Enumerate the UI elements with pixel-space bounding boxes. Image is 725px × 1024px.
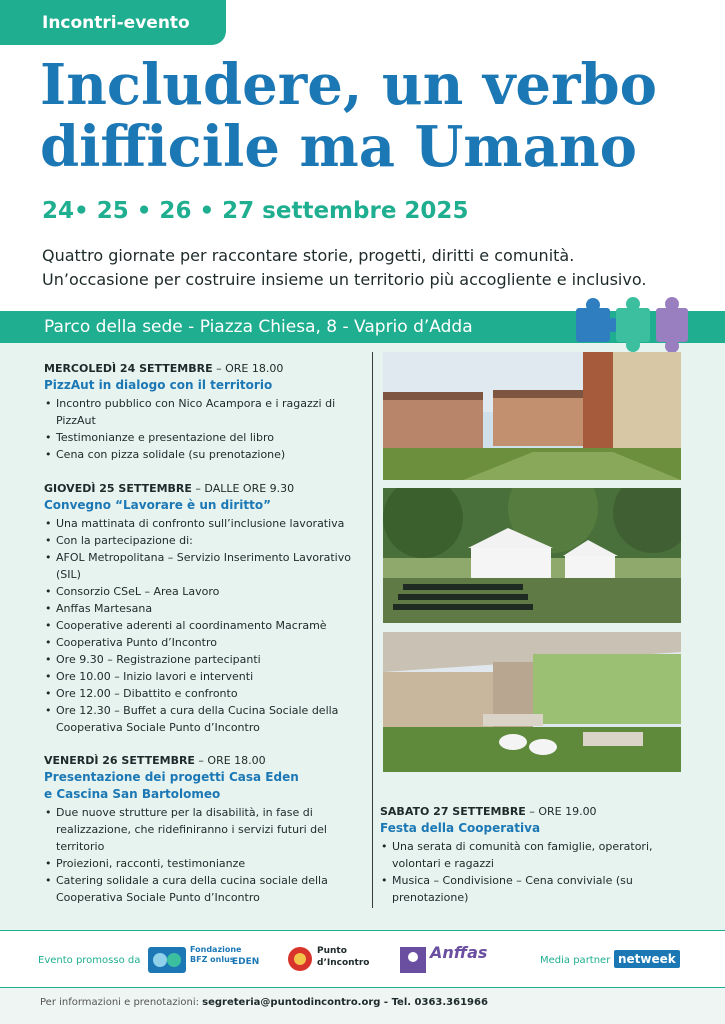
event-title: Festa della Cooperativa [380, 821, 541, 835]
day-saturday [380, 803, 680, 906]
event-title: PizzAut in dialogo con il territorio [44, 378, 273, 392]
list-item: • Cooperativa Punto d’Incontro [44, 634, 364, 651]
event-title-line-1: Presentazione dei progetti Casa Eden [44, 770, 299, 784]
day-heading: MERCOLEDÌ 24 SETTEMBRE – ORE 18.00 [44, 362, 284, 375]
eden-logo-text: EDEN [232, 957, 260, 967]
list-item: • Cena con pizza solidale (su prenotazione) [44, 446, 364, 463]
list-item: • Musica – Condivisione – Cena conviviale (su prenotazione) [380, 872, 680, 906]
anffas-logo-icon [398, 943, 428, 975]
day-heading: SABATO 27 SETTEMBRE – ORE 19.00 [380, 805, 597, 818]
event-title: Convegno “Lavorare è un diritto” [44, 498, 271, 512]
intro-line-2: Un’occasione per costruire insieme un territorio più accogliente e inclusivo. [42, 270, 647, 289]
list-item: • Proiezioni, racconti, testimonianze [44, 855, 364, 872]
punto-incontro-logo-text: Punto d’Incontro [317, 946, 370, 968]
list-item: • Con la partecipazione di: [44, 532, 364, 549]
day-wednesday [44, 360, 364, 463]
intro-line-1: Quattro giornate per raccontare storie, progetti, diritti e comunità. [42, 246, 575, 265]
puzzle-icon [572, 294, 692, 358]
contact-label: Per informazioni e prenotazioni: [40, 997, 203, 1008]
list-item: • Ore 10.00 – Inizio lavori e interventi [44, 668, 364, 685]
list-item: • Una mattinata di confronto sull’inclusione lavorativa [44, 515, 364, 532]
bfz-logo-icon [148, 943, 188, 975]
day-heading: VENERDÌ 26 SETTEMBRE – ORE 18.00 [44, 754, 266, 767]
sponsors-bar [0, 930, 725, 987]
media-partner-label: Media partner [540, 955, 611, 966]
list-item: • Anffas Martesana [44, 600, 364, 617]
photo-courtyard [383, 352, 681, 480]
list-item: • Consorzio CSeL – Area Lavoro [44, 583, 364, 600]
promoted-by-label: Evento promosso da [38, 955, 141, 966]
intro-text [42, 244, 646, 292]
list-item: • Cooperative aderenti al coordinamento Macramè [44, 617, 364, 634]
netweek-logo: netweek [614, 950, 680, 968]
list-item: • Incontro pubblico con Nico Acampora e i ragazzi di PizzAut [44, 395, 364, 429]
photo-terrace [383, 632, 681, 772]
day-friday [44, 752, 364, 906]
list-item: • AFOL Metropolitana – Servizio Inserimento Lavorativo (SIL) [44, 549, 364, 583]
title-line-2: difficile ma Umano [40, 114, 637, 180]
list-item: • Ore 12.30 – Buffet a cura della Cucina Sociale della Cooperativa Sociale Punto d’Incontro [44, 702, 364, 736]
contact-phone: - Tel. 0363.361966 [380, 997, 488, 1008]
list-item: • Una serata di comunità con famiglie, operatori, volontari e ragazzi [380, 838, 680, 872]
bfz-logo-text: Fondazione BFZ onlus [190, 945, 242, 964]
page-title [40, 54, 700, 178]
list-item: • Ore 12.00 – Dibattito e confronto [44, 685, 364, 702]
list-item: • Catering solidale a cura della cucina sociale della Cooperativa Sociale Punto d’Incontro [44, 872, 364, 906]
photo-event-garden [383, 488, 681, 623]
day-thursday [44, 480, 364, 736]
anffas-logo-text: Anffas [430, 943, 488, 962]
event-dates: 24• 25 • 26 • 27 settembre 2025 [42, 198, 469, 224]
venue-banner: Parco della sede - Piazza Chiesa, 8 - Vaprio d’Adda [0, 311, 725, 343]
column-divider [372, 352, 373, 908]
contact-footer [0, 987, 725, 1024]
day-heading: GIOVEDÌ 25 SETTEMBRE – DALLE ORE 9.30 [44, 482, 295, 495]
event-title-line-2: e Cascina San Bartolomeo [44, 787, 221, 801]
list-item: • Due nuove strutture per la disabilità, in fase di realizzazione, che ridefiniranno i servizi futuri del territorio [44, 804, 364, 855]
title-line-1: Includere, un verbo [40, 52, 658, 118]
category-tag: Incontri-evento [0, 0, 226, 45]
list-item: • Testimonianze e presentazione del libro [44, 429, 364, 446]
list-item: • Ore 9.30 – Registrazione partecipanti [44, 651, 364, 668]
punto-incontro-logo-icon [286, 943, 314, 975]
contact-email[interactable]: segreteria@puntodincontro.org [202, 997, 381, 1008]
